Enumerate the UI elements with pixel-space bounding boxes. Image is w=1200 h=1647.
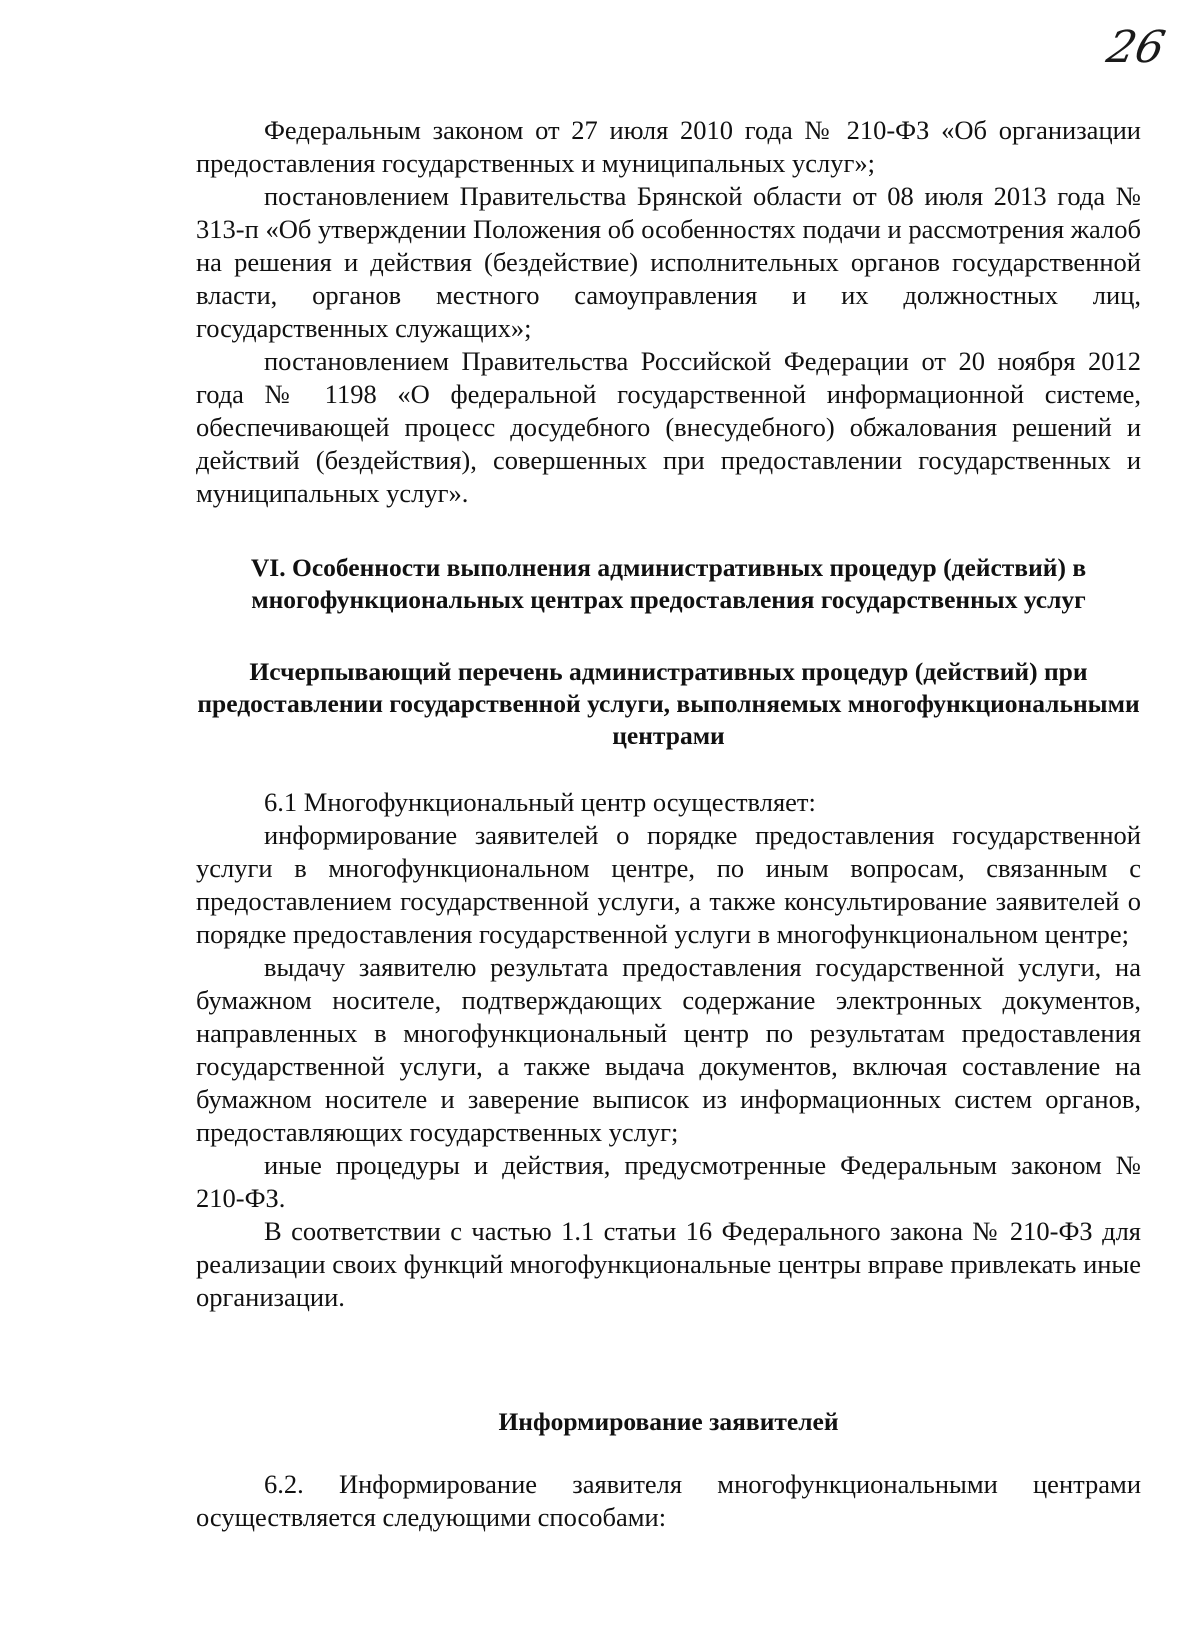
document-body — [196, 110, 1141, 1534]
paragraph-6-2: 6.2. Информирование заявителя многофункциональными центрами осуществляется следующими способами: — [196, 1469, 1141, 1532]
paragraph-article-16: В соответствии с частью 1.1 статьи 16 Федерального закона № 210-ФЗ для реализации своих функций многофункциональные центры вправе привлекать иные организации. — [196, 1216, 1141, 1312]
paragraph-issuing-results: выдачу заявителю результата предоставления государственной услуги, на бумажном носителе, подтверждающих содержание электронных документов, направленных в многофункциональный центр по результатам предоставления государственной услуги, а также выдача документов, включая составление на бумажном носителе и заверение выписок из информационных систем органов, предоставляющих государственных услуг; — [196, 952, 1141, 1147]
paragraph-6-1: 6.1 Многофункциональный центр осуществляет: — [264, 787, 816, 817]
subheading-informing-applicants: Информирование заявителей — [498, 1407, 839, 1436]
paragraph-bryansk-resolution-313: постановлением Правительства Брянской области от 08 июля 2013 года № 313-п «Об утверждении Положения об особенностях подачи и рассмотрения жалоб на решения и действия (бездействие) исполнительных органов государственной власти, органов местного самоуправления и их должностных лиц, государственных служащих»; — [196, 181, 1141, 343]
page-number: 26 — [1102, 22, 1170, 73]
section-heading-vi: VI. Особенности выполнения административных процедур (действий) в многофункциональных центрах предоставления государственных услуг — [250, 553, 1087, 614]
paragraph-informing-applicants: информирование заявителей о порядке предоставления государственной услуги в многофункциональном центре, по иным вопросам, связанным с предоставлением государственной услуги, а также консультирование заявителей о порядке предоставления государственной услуги в многофункциональном центре; — [196, 820, 1141, 949]
paragraph-rf-resolution-1198: постановлением Правительства Российской Федерации от 20 ноября 2012 года № 1198 «О федеральной государственной информационной системе, обеспечивающей процесс досудебного (внесудебного) обжалования решений и действий (бездействия), совершенных при предоставлении государственных и муниципальных услуг». — [196, 346, 1141, 508]
paragraph-other-procedures: иные процедуры и действия, предусмотренные Федеральным законом № 210-ФЗ. — [196, 1150, 1141, 1213]
paragraph-federal-law-210: Федеральным законом от 27 июля 2010 года № 210-ФЗ «Об организации предоставления государственных и муниципальных услуг»; — [196, 115, 1141, 178]
subheading-procedures-list: Исчерпывающий перечень административных процедур (действий) при предоставлении государственной услуги, выполняемых многофункциональными центрами — [197, 657, 1140, 750]
